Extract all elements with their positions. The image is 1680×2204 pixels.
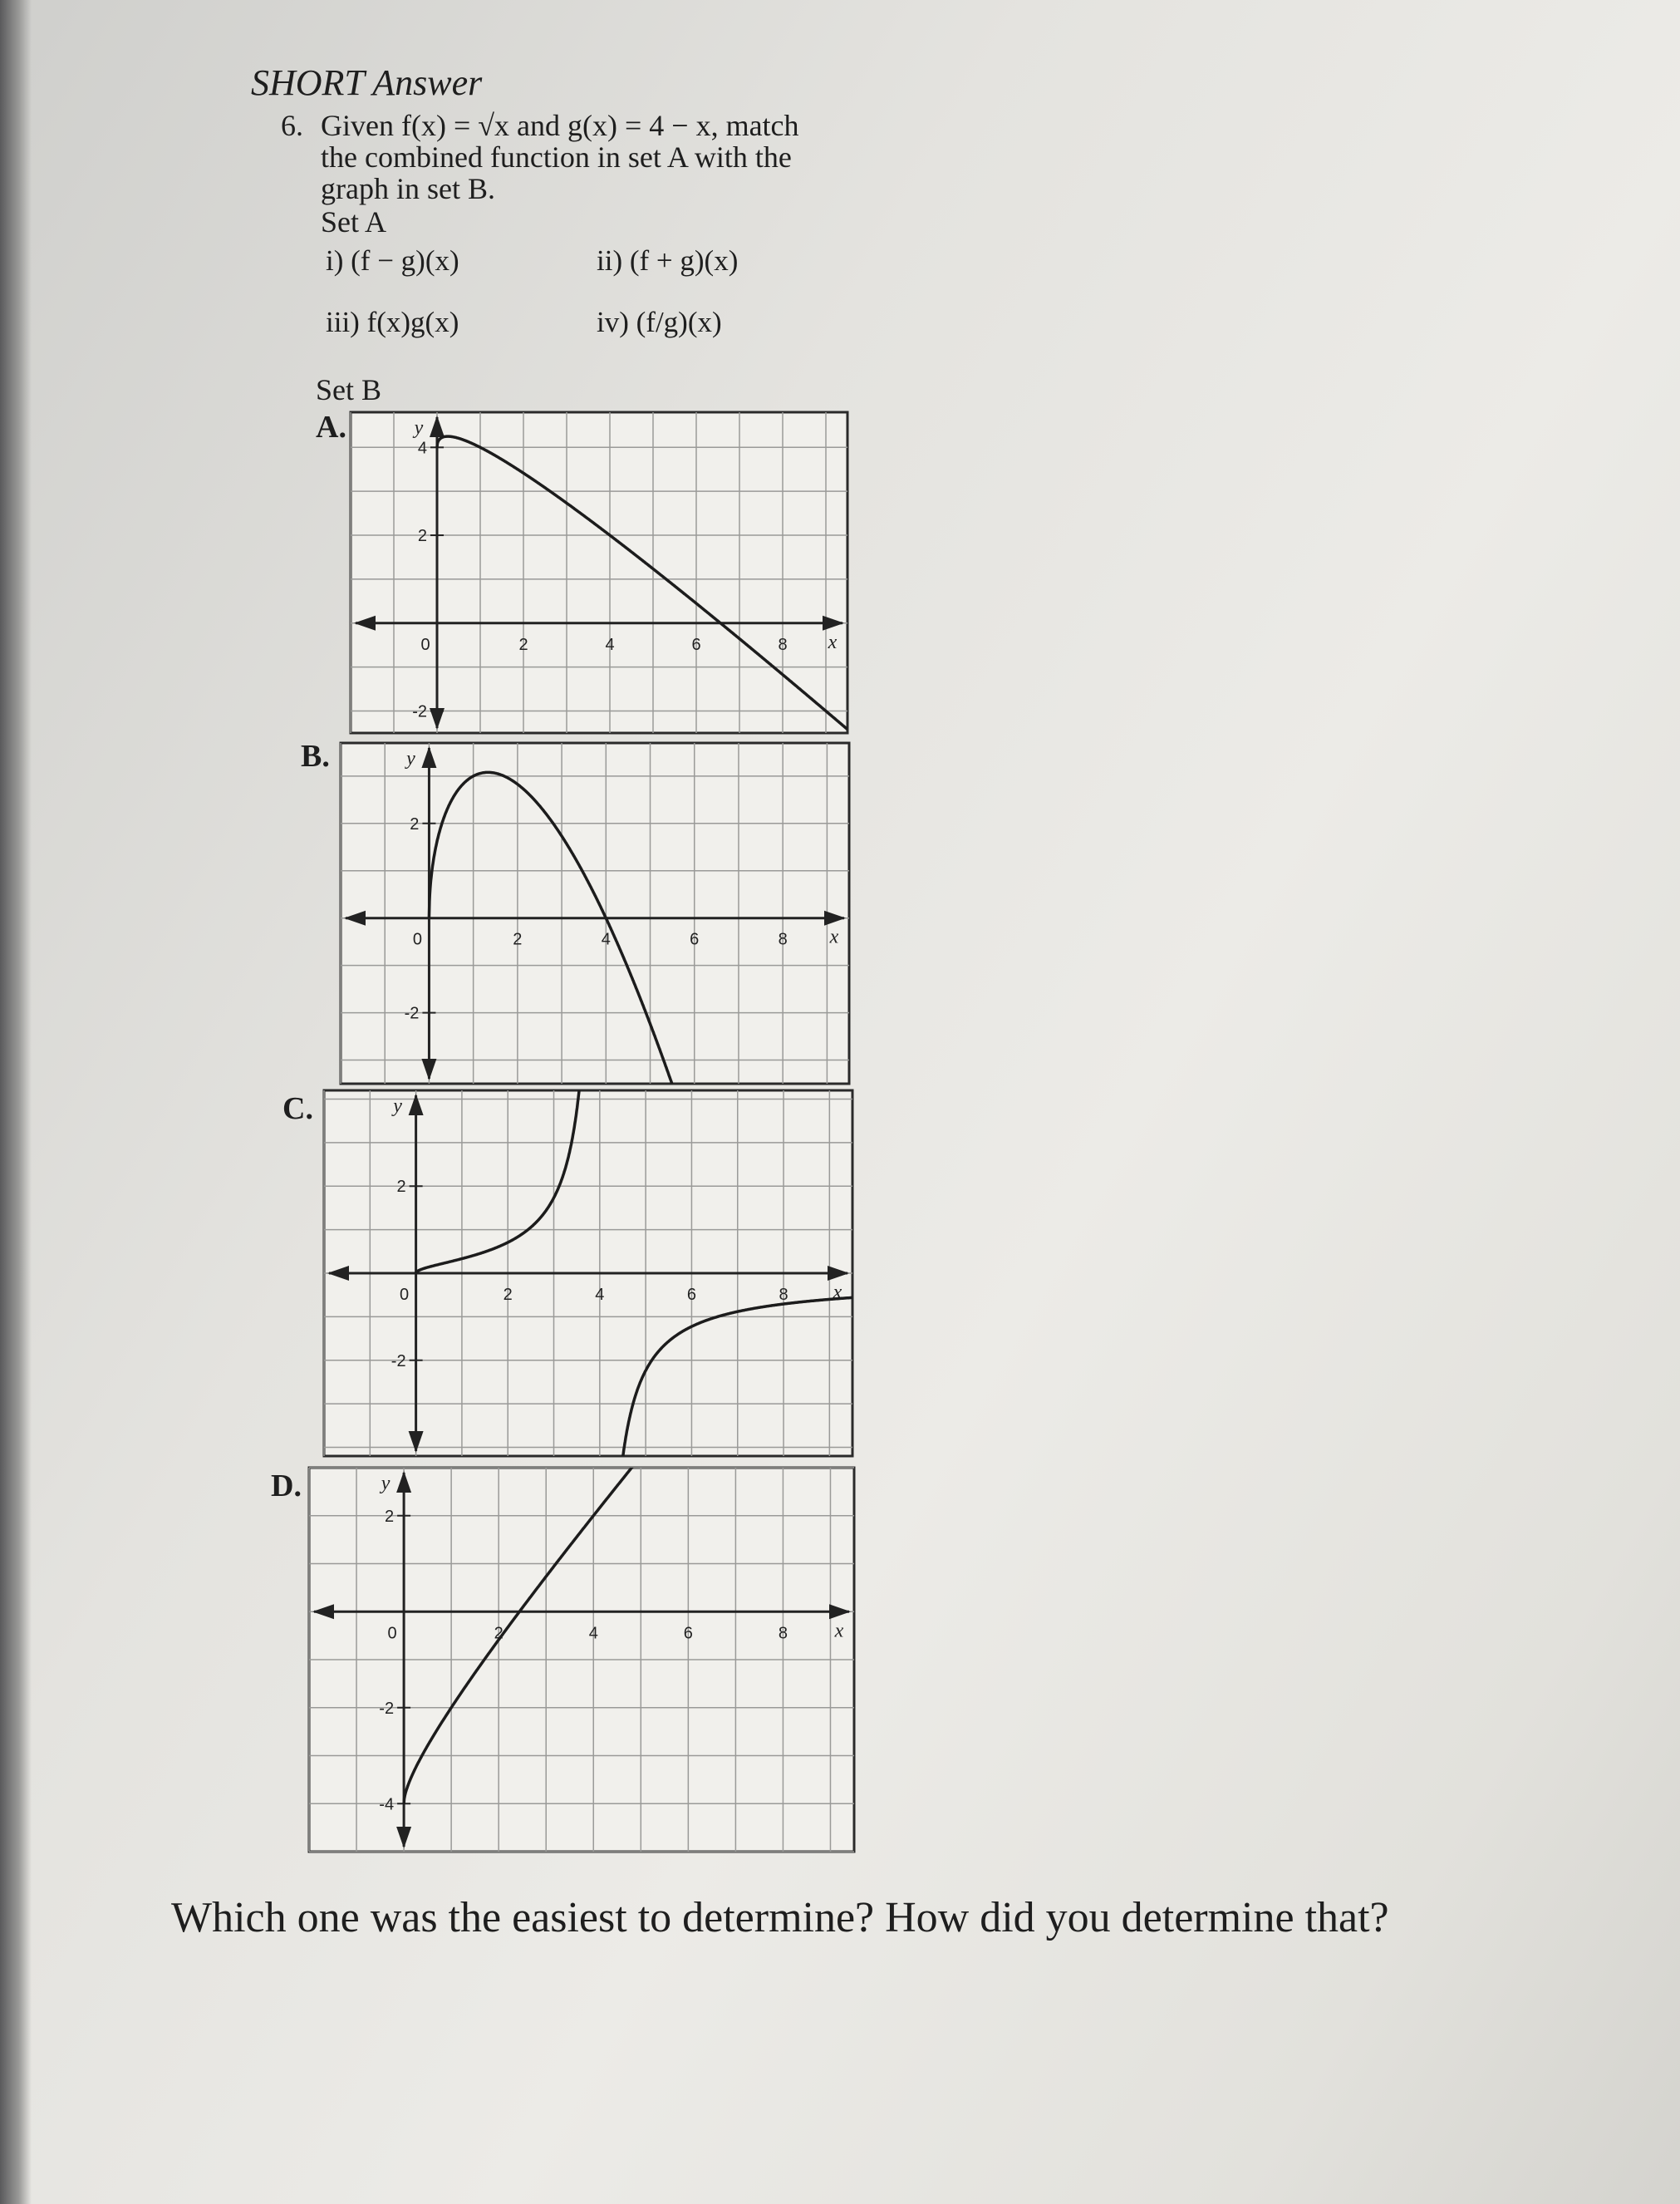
y-axis-label: y: [406, 748, 415, 770]
y-tick-label: 4: [417, 439, 427, 458]
x-tick-label: 0: [400, 1286, 410, 1304]
y-tick-label: -2: [412, 702, 427, 721]
option-iii: iii) f(x)g(x): [326, 306, 459, 338]
x-tick-label: 6: [683, 1624, 693, 1643]
graph-a: [351, 412, 847, 733]
graph-c-letter: C.: [282, 1091, 313, 1126]
x-tick-label: 4: [588, 1624, 598, 1643]
graph-b: [341, 743, 849, 1084]
question-line-3: graph in set B.: [321, 172, 495, 205]
y-tick-label: -2: [379, 1699, 395, 1718]
x-tick-label: 6: [690, 930, 700, 949]
graph-frame: [341, 743, 849, 1084]
x-axis-label: x: [829, 926, 839, 948]
y-tick-label: -2: [391, 1351, 406, 1370]
question-line-2: the combined function in set A with the: [321, 140, 792, 174]
option-iv: iv) (f/g)(x): [597, 306, 722, 338]
x-axis-label: x: [828, 631, 838, 653]
x-tick-label: 8: [778, 635, 788, 654]
x-tick-label: 0: [412, 930, 422, 949]
y-axis-label: y: [393, 1095, 402, 1117]
graph-frame: [351, 412, 847, 733]
x-axis-label: x: [833, 1282, 842, 1303]
x-tick-label: 6: [691, 635, 701, 654]
x-tick-label: 8: [778, 930, 788, 949]
set-a-label: Set A: [321, 205, 387, 239]
page-edge-shadow: [0, 0, 32, 2204]
option-ii: ii) (f + g)(x): [597, 244, 739, 277]
y-axis-label: y: [414, 417, 424, 439]
y-tick-label: 2: [417, 527, 427, 546]
x-axis-label: x: [834, 1620, 844, 1642]
x-tick-label: 6: [686, 1286, 696, 1304]
x-tick-label: 4: [605, 635, 615, 654]
question-number: 6.: [281, 109, 303, 142]
x-tick-label: 4: [601, 930, 611, 949]
x-tick-label: 0: [387, 1624, 397, 1643]
x-tick-label: 8: [779, 1286, 788, 1304]
graph-d-letter: D.: [271, 1469, 302, 1503]
y-tick-label: 2: [410, 814, 420, 834]
x-tick-label: 2: [518, 635, 528, 654]
graph-d: [309, 1468, 854, 1852]
graph-c: [324, 1090, 852, 1456]
y-tick-label: -4: [379, 1795, 395, 1814]
y-tick-label: -2: [404, 1004, 420, 1023]
x-tick-label: 2: [513, 930, 523, 949]
x-tick-label: 2: [494, 1624, 504, 1643]
option-i: i) (f − g)(x): [326, 244, 459, 277]
x-tick-label: 8: [778, 1624, 788, 1643]
graph-b-letter: B.: [301, 739, 330, 774]
graph-a-letter: A.: [316, 410, 346, 445]
x-tick-label: 2: [503, 1286, 513, 1304]
y-tick-label: 2: [396, 1178, 406, 1197]
set-b-label: Set B: [316, 373, 382, 406]
follow-up-question: Which one was the easiest to determine? How did you determine that?: [171, 1894, 1389, 1941]
section-heading: SHORT Answer: [251, 62, 483, 103]
y-tick-label: 2: [384, 1507, 395, 1526]
question-line-1: Given f(x) = √x and g(x) = 4 − x, match: [321, 109, 799, 142]
y-axis-label: y: [381, 1473, 391, 1494]
x-tick-label: 4: [595, 1286, 605, 1304]
x-tick-label: 0: [420, 635, 430, 654]
